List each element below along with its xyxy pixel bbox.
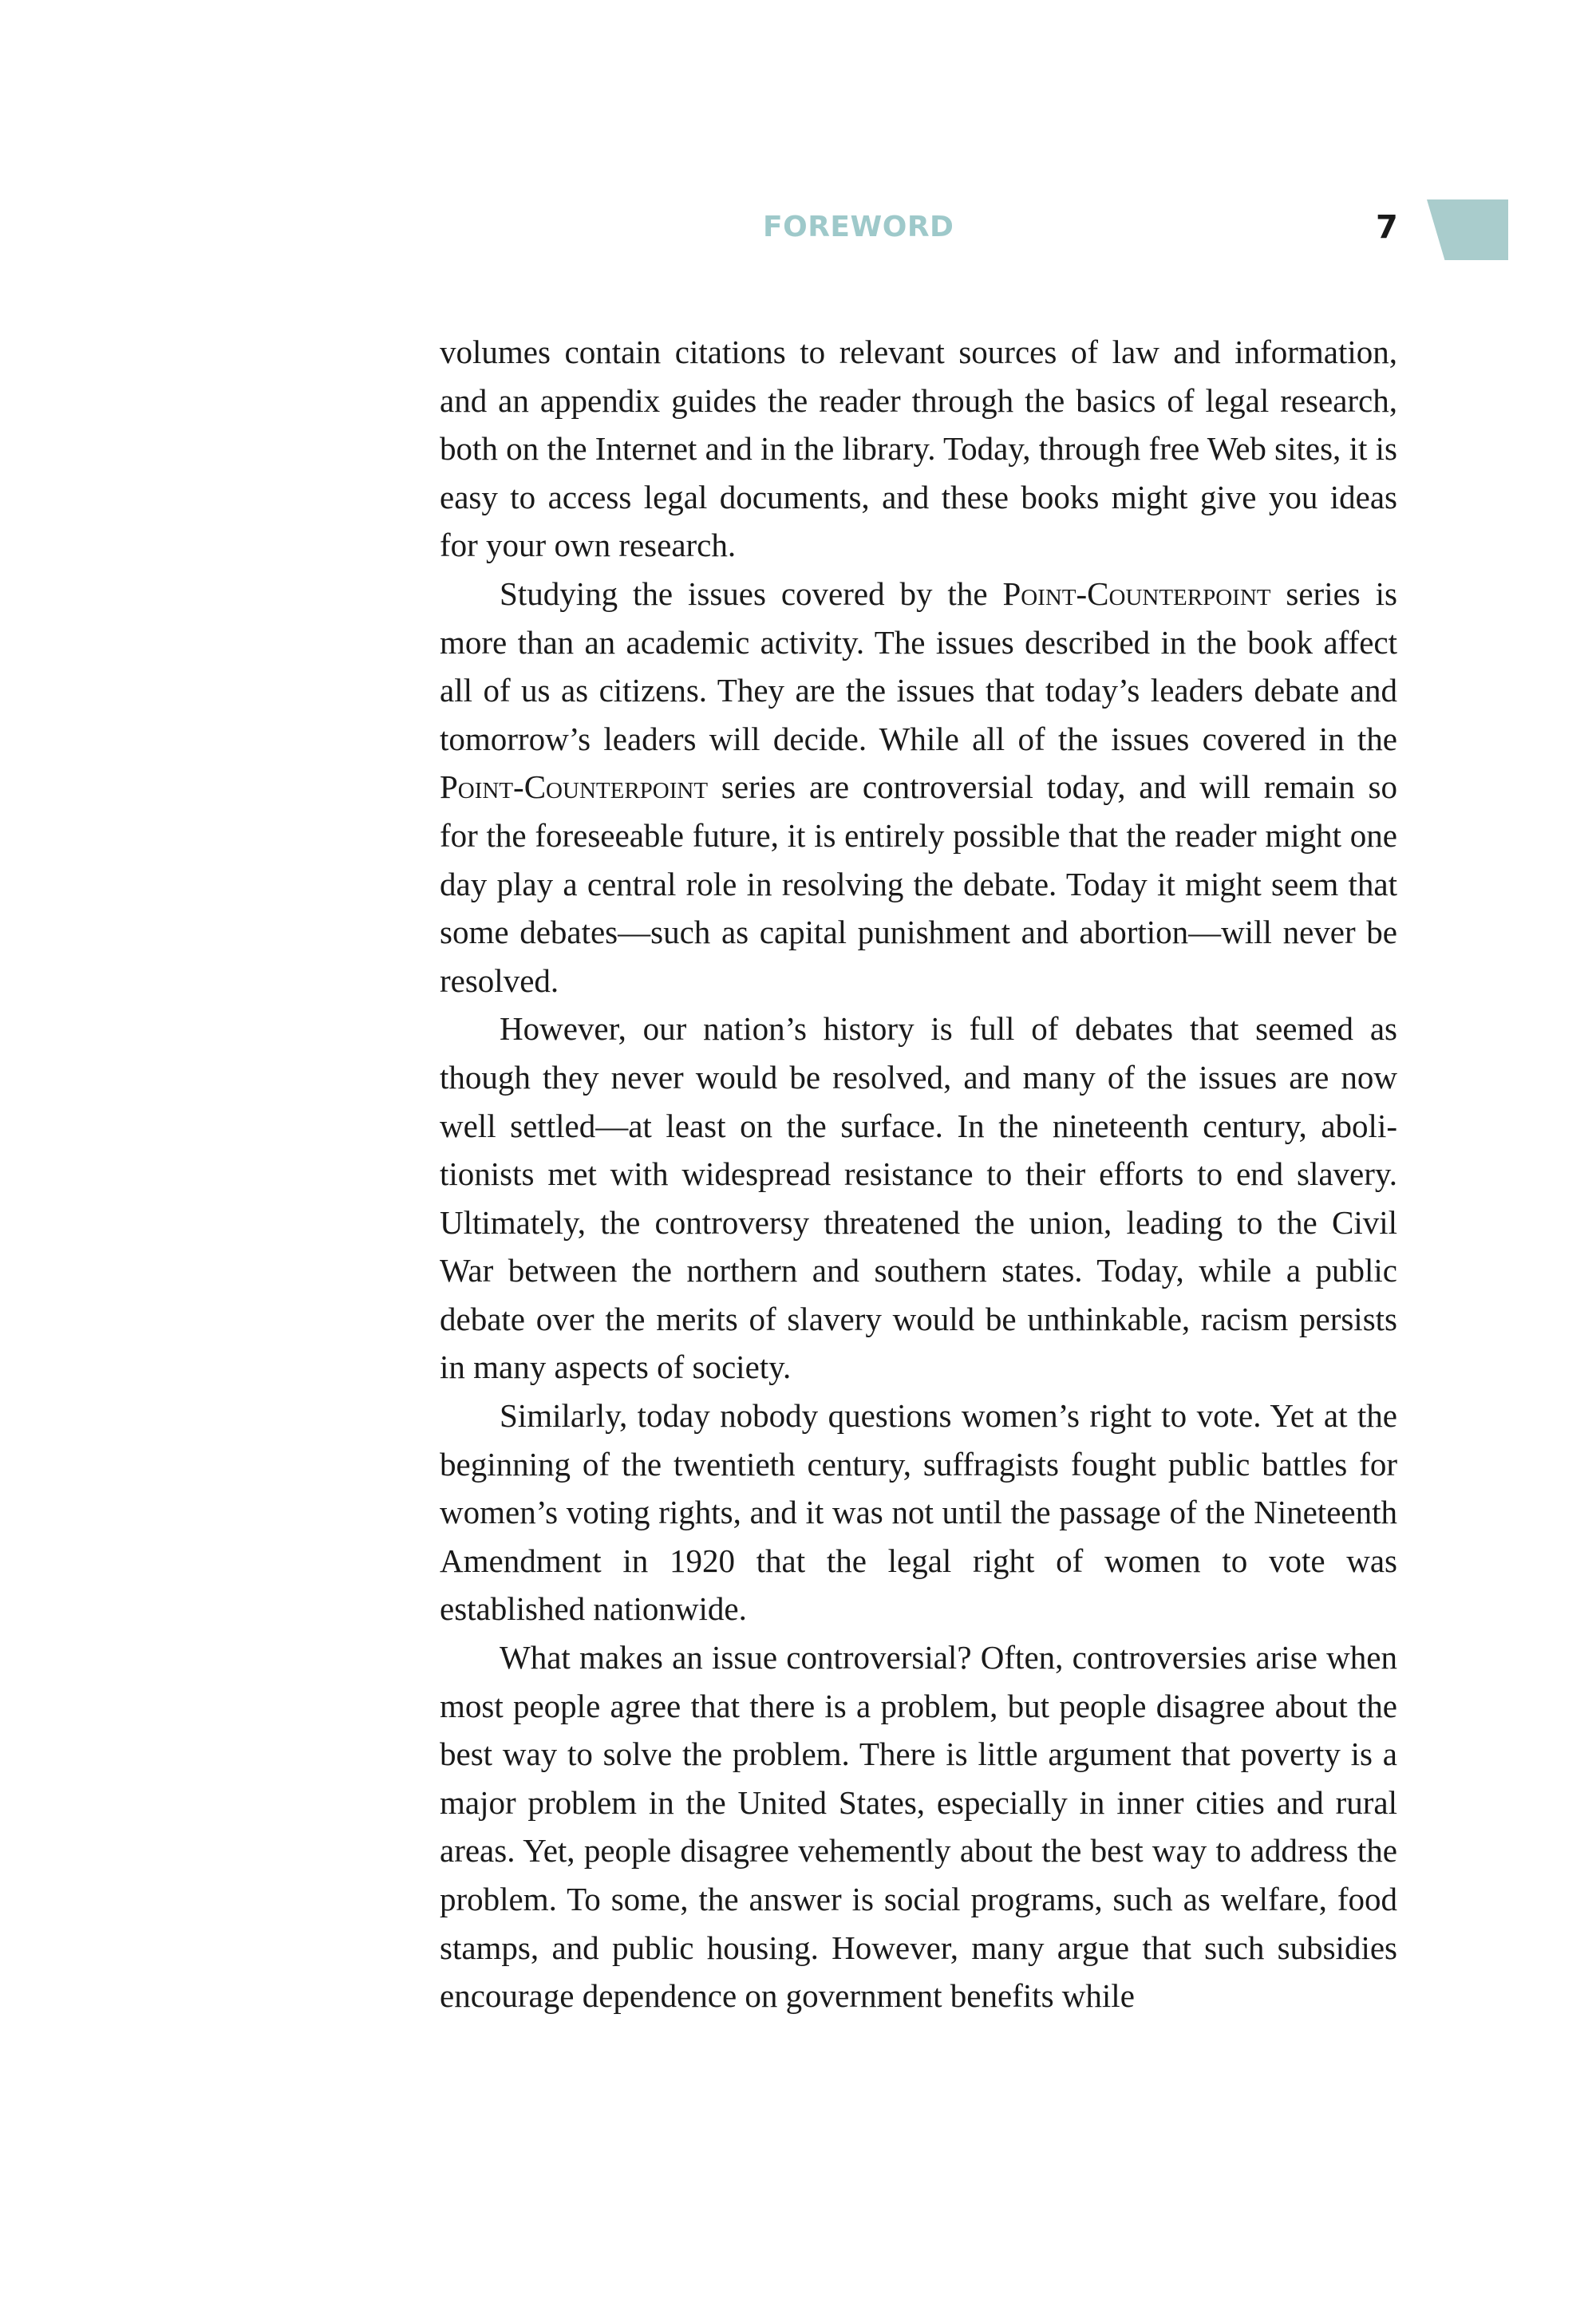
- paragraph-2-text-a: Studying the issues covered by the: [500, 575, 1003, 612]
- paragraph-2: [440, 570, 1397, 1005]
- body-text: [440, 328, 1397, 2020]
- series-name: Point-Counterpoint: [440, 768, 709, 806]
- paragraph-4: Similarly, today nobody questions women’s right to vote. Yet at the beginning of the twentieth century, suffragists fought public battles for women’s voting rights, and it was not until the passage of the Nineteenth Amendment in 1920 that the legal right of women to vote was established nationwide.: [440, 1397, 1397, 1628]
- series-name: Point-Counterpoint: [1002, 575, 1271, 612]
- page-number: 7: [1376, 209, 1398, 246]
- page-tab-marker: [1427, 199, 1508, 260]
- paragraph-2-text-b: series is more than an academic activity. The issues described in the book affect all of us as citizens. They are the issues that today’s leaders debate and tomorrow’s leaders will decide. While all of the issues covered in the: [440, 575, 1398, 757]
- paragraph-2-text-c: series are controversial today, and will remain so for the foreseeable future, it is entirely possible that the reader might one day play a central role in resolving the debate. Today it might seem that some debates—such as capital punishment and abortion—will never be resolved.: [440, 768, 1397, 999]
- paragraph-1: volumes contain citations to relevant sources of law and information, and an appendix guides the reader through the basics of legal research, both on the Internet and in the library. Today, through free Web sites, it is easy to access legal documents, and these books might give you ideas for your own research.: [440, 334, 1397, 564]
- paragraph-3: However, our nation’s history is full of debates that seemed as though they never would be resolved, and many of the issues are now well settled—at least on the surface. In the nineteenth century, abolitionists met with widespread resistance to their efforts to end slavery. Ultimately, the controversy threatened the union, leading to the Civil War between the northern and southern states. Today, while a public debate over the merits of slavery would be unthinkable, racism persists in many aspects of society.: [440, 1010, 1397, 1386]
- running-head-title: FOREWORD: [763, 211, 954, 243]
- paragraph-5: What makes an issue controversial? Often, controversies arise when most people agree that there is a problem, but people disagree about the best way to solve the problem. There is little argument that poverty is a major problem in the United States, especially in inner cities and rural areas. Yet, people disagree vehemently about the best way to address the problem. To some, the answer is social programs, such as welfare, food stamps, and public housing. However, many argue that such subsidies encourage dependence on government benefits while: [440, 1639, 1397, 2015]
